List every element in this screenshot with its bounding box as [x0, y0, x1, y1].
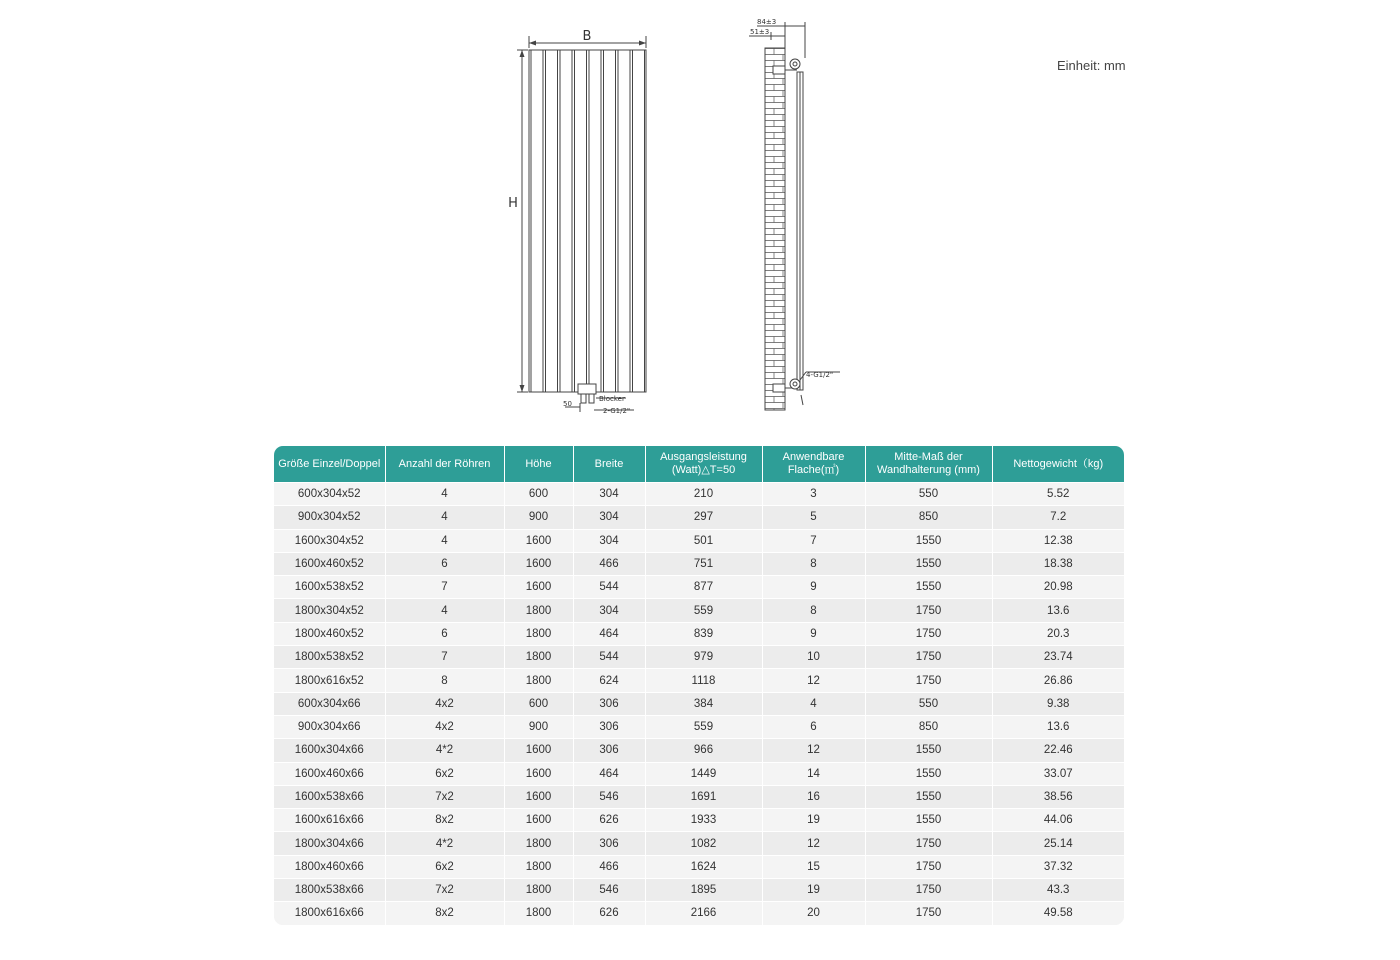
table-cell: 626 [573, 902, 645, 925]
table-cell: 600x304x66 [274, 692, 385, 715]
width-label: B [582, 29, 592, 44]
table-row [274, 879, 1124, 902]
table-body [274, 483, 1124, 925]
table-cell: 4x2 [385, 692, 504, 715]
table-cell: 626 [573, 809, 645, 832]
table-cell: 1800x616x66 [274, 902, 385, 925]
table-cell: 464 [573, 622, 645, 645]
table-cell: 210 [645, 483, 762, 506]
table-cell: 3 [762, 483, 865, 506]
table-cell: 1800x616x52 [274, 669, 385, 692]
table-row [274, 785, 1124, 808]
table-cell: 384 [645, 692, 762, 715]
table-cell: 966 [645, 739, 762, 762]
table-cell: 751 [645, 552, 762, 575]
table-row [274, 669, 1124, 692]
table-cell: 5.52 [992, 483, 1124, 506]
side-connection-label: 4-G1/2" [806, 371, 834, 379]
table-cell: 304 [573, 483, 645, 506]
table-cell: 1750 [865, 622, 992, 645]
table-cell: 12 [762, 739, 865, 762]
table-cell: 297 [645, 506, 762, 529]
table-cell: 38.56 [992, 785, 1124, 808]
table-cell: 1600x304x52 [274, 529, 385, 552]
table-cell: 13.6 [992, 715, 1124, 738]
table-row [274, 622, 1124, 645]
table-cell: 9 [762, 622, 865, 645]
table-cell: 1895 [645, 879, 762, 902]
table-cell: 550 [865, 692, 992, 715]
table-cell: 544 [573, 646, 645, 669]
table-cell: 1750 [865, 646, 992, 669]
table-cell: 14 [762, 762, 865, 785]
header-area: Anwendbare Flache(㎡) [762, 446, 865, 483]
table-cell: 306 [573, 692, 645, 715]
table-cell: 1750 [865, 879, 992, 902]
side-view-drawing [749, 22, 840, 410]
table-cell: 10 [762, 646, 865, 669]
table-cell: 501 [645, 529, 762, 552]
header-output: Ausgangsleistung (Watt)△T=50 [645, 446, 762, 483]
table-cell: 26.86 [992, 669, 1124, 692]
table-cell: 1600x460x66 [274, 762, 385, 785]
table-cell: 900 [504, 506, 573, 529]
table-cell: 4 [385, 529, 504, 552]
table-cell: 304 [573, 599, 645, 622]
table-row [274, 715, 1124, 738]
table-cell: 1118 [645, 669, 762, 692]
table-cell: 12 [762, 832, 865, 855]
table-cell: 1600x460x52 [274, 552, 385, 575]
table-cell: 979 [645, 646, 762, 669]
header-tube-count: Anzahl der Röhren [385, 446, 504, 483]
table-cell: 1600 [504, 552, 573, 575]
front-view-labels [508, 29, 630, 415]
table-row [274, 646, 1124, 669]
table-cell: 1600 [504, 739, 573, 762]
table-cell: 1550 [865, 529, 992, 552]
table-cell: 559 [645, 599, 762, 622]
table-cell: 37.32 [992, 855, 1124, 878]
table-row [274, 762, 1124, 785]
table-row [274, 832, 1124, 855]
table-cell: 1800 [504, 599, 573, 622]
table-row [274, 902, 1124, 925]
table-cell: 1550 [865, 739, 992, 762]
table-row [274, 552, 1124, 575]
unit-label: Einheit: mm [1057, 58, 1126, 73]
table-cell: 4 [385, 599, 504, 622]
table-cell: 546 [573, 785, 645, 808]
table-cell: 1933 [645, 809, 762, 832]
table-cell: 624 [573, 669, 645, 692]
table-cell: 1800 [504, 832, 573, 855]
table-cell: 1600 [504, 576, 573, 599]
table-cell: 550 [865, 483, 992, 506]
table-cell: 13.6 [992, 599, 1124, 622]
table-cell: 464 [573, 762, 645, 785]
table-cell: 7x2 [385, 785, 504, 808]
table-cell: 900 [504, 715, 573, 738]
table-cell: 49.58 [992, 902, 1124, 925]
header-height: Höhe [504, 446, 573, 483]
side-view-labels [750, 18, 833, 379]
table-cell: 4 [762, 692, 865, 715]
table-cell: 1600 [504, 785, 573, 808]
table-cell: 4*2 [385, 832, 504, 855]
header-mount-distance: Mitte-Maß der Wandhalterung (mm) [865, 446, 992, 483]
table-cell: 1800 [504, 669, 573, 692]
table-cell: 1800 [504, 902, 573, 925]
table-cell: 1691 [645, 785, 762, 808]
table-cell: 900x304x52 [274, 506, 385, 529]
table-cell: 43.3 [992, 879, 1124, 902]
table-cell: 559 [645, 715, 762, 738]
table-cell: 33.07 [992, 762, 1124, 785]
table-cell: 44.06 [992, 809, 1124, 832]
table-row [274, 739, 1124, 762]
table-cell: 15 [762, 855, 865, 878]
table-row [274, 599, 1124, 622]
table-cell: 8 [385, 669, 504, 692]
table-cell: 1550 [865, 762, 992, 785]
table-cell: 8 [762, 599, 865, 622]
table-cell: 1750 [865, 599, 992, 622]
table-cell: 20 [762, 902, 865, 925]
table-cell: 600 [504, 483, 573, 506]
table-cell: 19 [762, 879, 865, 902]
table-cell: 19 [762, 809, 865, 832]
table-cell: 900x304x66 [274, 715, 385, 738]
table-cell: 4 [385, 506, 504, 529]
table-cell: 1600 [504, 809, 573, 832]
table-row [274, 529, 1124, 552]
table-cell: 1550 [865, 552, 992, 575]
table-row [274, 692, 1124, 715]
table-cell: 6 [762, 715, 865, 738]
table-row [274, 809, 1124, 832]
blocker-label: Blocker [599, 395, 625, 403]
table-cell: 16 [762, 785, 865, 808]
table-row [274, 855, 1124, 878]
table-cell: 9 [762, 576, 865, 599]
table-cell: 22.46 [992, 739, 1124, 762]
table-cell: 1800x538x52 [274, 646, 385, 669]
table-cell: 7 [385, 576, 504, 599]
table-cell: 9.38 [992, 692, 1124, 715]
table-cell: 1449 [645, 762, 762, 785]
header-width: Breite [573, 446, 645, 483]
table-cell: 306 [573, 715, 645, 738]
table-cell: 23.74 [992, 646, 1124, 669]
table-cell: 1800 [504, 646, 573, 669]
table-cell: 6 [385, 622, 504, 645]
table-cell: 4x2 [385, 715, 504, 738]
front-view-drawing [517, 36, 646, 412]
table-cell: 1600 [504, 762, 573, 785]
table-cell: 8x2 [385, 902, 504, 925]
table-cell: 20.98 [992, 576, 1124, 599]
spec-table-container [274, 446, 1124, 925]
table-cell: 544 [573, 576, 645, 599]
table-cell: 1800 [504, 879, 573, 902]
technical-drawings [0, 0, 1400, 440]
table-cell: 4 [385, 483, 504, 506]
table-cell: 6 [385, 552, 504, 575]
table-row [274, 506, 1124, 529]
table-cell: 25.14 [992, 832, 1124, 855]
table-cell: 306 [573, 832, 645, 855]
table-cell: 1800x538x66 [274, 879, 385, 902]
table-cell: 839 [645, 622, 762, 645]
table-cell: 1800 [504, 855, 573, 878]
table-cell: 1550 [865, 809, 992, 832]
table-cell: 7x2 [385, 879, 504, 902]
table-cell: 1624 [645, 855, 762, 878]
table-cell: 7 [385, 646, 504, 669]
table-cell: 1750 [865, 832, 992, 855]
table-cell: 1600x304x66 [274, 739, 385, 762]
table-cell: 1082 [645, 832, 762, 855]
table-cell: 7.2 [992, 506, 1124, 529]
table-cell: 1800 [504, 622, 573, 645]
table-cell: 1800x460x52 [274, 622, 385, 645]
table-cell: 8x2 [385, 809, 504, 832]
table-cell: 304 [573, 529, 645, 552]
table-cell: 1600x538x66 [274, 785, 385, 808]
table-cell: 600 [504, 692, 573, 715]
table-cell: 8 [762, 552, 865, 575]
table-cell: 1800x304x52 [274, 599, 385, 622]
table-cell: 466 [573, 855, 645, 878]
depth-outer-label: 84±3 [757, 18, 777, 26]
table-cell: 304 [573, 506, 645, 529]
table-cell: 877 [645, 576, 762, 599]
front-connection-label: 2-G1/2" [603, 407, 631, 415]
table-cell: 1550 [865, 576, 992, 599]
table-cell: 306 [573, 739, 645, 762]
header-size: Größe Einzel/Doppel [274, 446, 385, 483]
height-label: H [508, 196, 518, 211]
table-cell: 18.38 [992, 552, 1124, 575]
spec-table [274, 446, 1124, 925]
table-cell: 1800x460x66 [274, 855, 385, 878]
table-cell: 1750 [865, 669, 992, 692]
table-cell: 7 [762, 529, 865, 552]
table-cell: 1750 [865, 902, 992, 925]
table-cell: 1750 [865, 855, 992, 878]
table-cell: 20.3 [992, 622, 1124, 645]
table-cell: 1550 [865, 785, 992, 808]
header-weight: Nettogewicht（kg) [992, 446, 1124, 483]
depth-inner-label: 51±3 [750, 28, 770, 36]
table-cell: 4*2 [385, 739, 504, 762]
table-cell: 1600 [504, 529, 573, 552]
table-cell: 850 [865, 506, 992, 529]
table-cell: 850 [865, 715, 992, 738]
table-cell: 600x304x52 [274, 483, 385, 506]
table-header [274, 446, 1124, 483]
table-row [274, 483, 1124, 506]
table-cell: 12 [762, 669, 865, 692]
table-cell: 12.38 [992, 529, 1124, 552]
table-cell: 2166 [645, 902, 762, 925]
table-cell: 6x2 [385, 762, 504, 785]
table-cell: 1800x304x66 [274, 832, 385, 855]
table-cell: 466 [573, 552, 645, 575]
table-row [274, 576, 1124, 599]
offset-label: 50 [563, 400, 572, 408]
table-cell: 5 [762, 506, 865, 529]
table-cell: 1600x616x66 [274, 809, 385, 832]
table-cell: 546 [573, 879, 645, 902]
table-cell: 1600x538x52 [274, 576, 385, 599]
table-cell: 6x2 [385, 855, 504, 878]
